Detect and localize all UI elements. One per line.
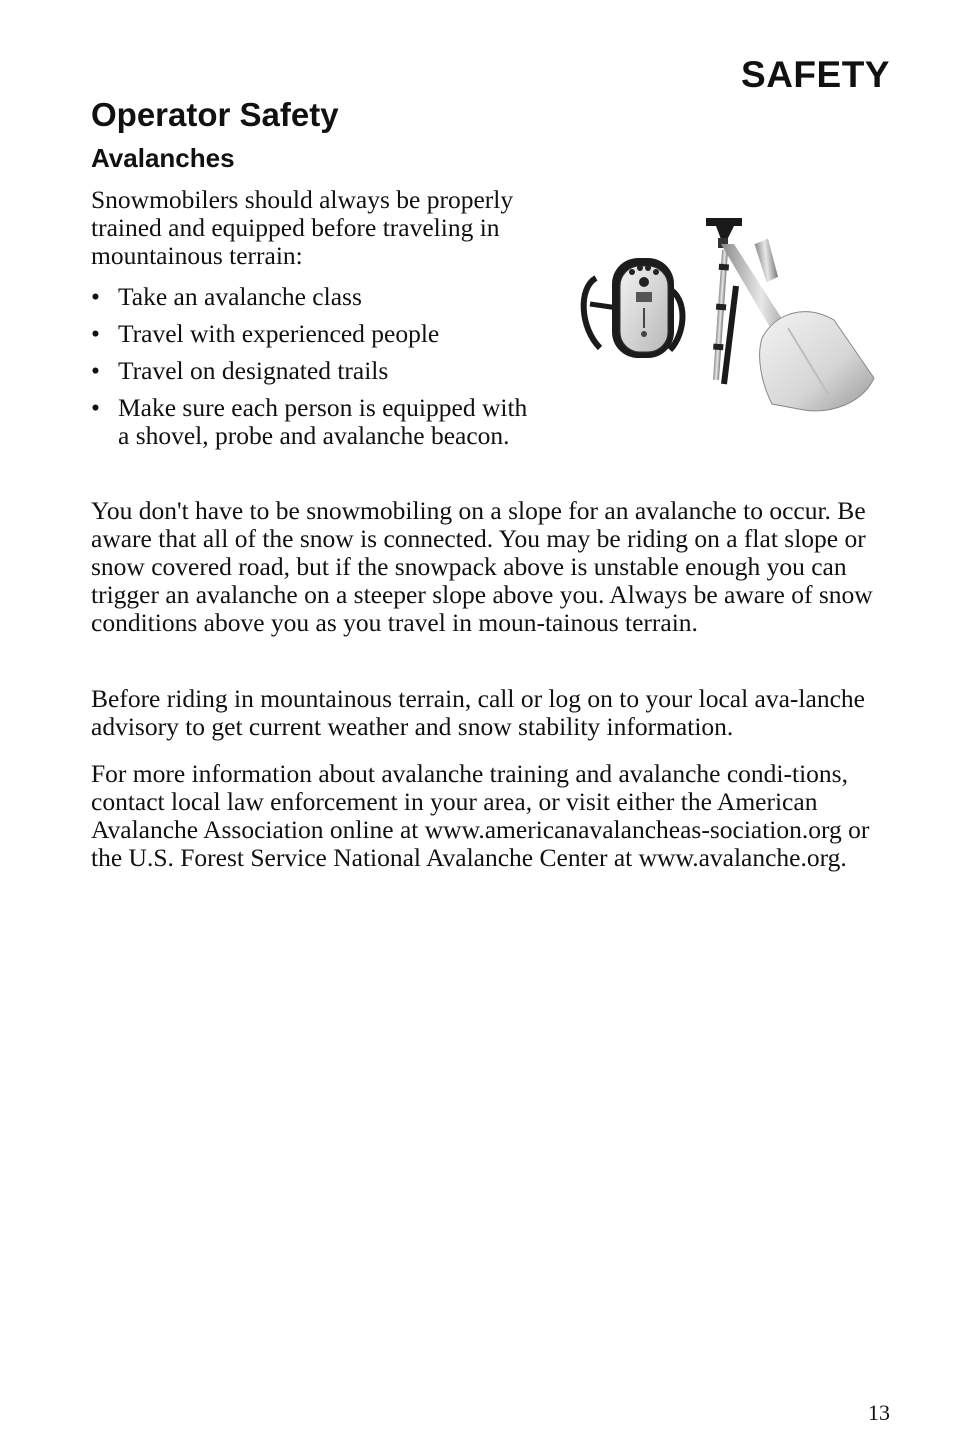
list-item [91,357,531,385]
bullet-icon: • [91,282,100,311]
bullet-icon: • [91,319,100,348]
avalanche-beacon-icon [584,258,683,358]
section-title: SAFETY [741,54,890,95]
list-item [91,394,531,450]
subheading: Avalanches [91,143,235,173]
list-item [91,320,531,348]
safety-checklist [91,283,531,459]
list-item-text: Make sure each person is equipped with a shovel, probe and avalanche beacon. [118,393,528,450]
page-number: 13 [868,1400,890,1425]
resources-paragraph: For more information about avalanche training and avalanche condi-tions, contact local law enforcement in your area, or visit either the American Avalanche Association online at www.americanavalancheas-sociation.org or the U.S. Forest Service National Avalanche Center at www.avalanche.org. [91,759,870,872]
avalanche-risk-paragraph: You don't have to be snowmobiling on a slope for an avalanche to occur. Be aware that all of the snow is connected. You may be riding on a flat slope or snow covered road, but if the snowpack above is unstable enough you can trigger an avalanche on a steeper slope above you. Always be aware of snow conditions above you as you travel in moun-tainous terrain. [91,496,873,637]
list-item-text: Travel on designated trails [118,356,389,385]
list-item-text: Travel with experienced people [118,319,440,348]
page-heading: Operator Safety [91,96,339,133]
intro-paragraph: Snowmobilers should always be properly trained and equipped before traveling in mountainous terrain: [91,185,514,270]
bullet-icon: • [91,356,100,385]
bullet-icon: • [91,393,100,422]
list-item-text: Take an avalanche class [118,282,362,311]
advisory-paragraph: Before riding in mountainous terrain, call or log on to your local ava-lanche advisory to get current weather and snow stability information. [91,684,865,741]
list-item [91,283,531,311]
probe-icon [713,250,736,384]
avalanche-gear-illustration [566,208,886,418]
